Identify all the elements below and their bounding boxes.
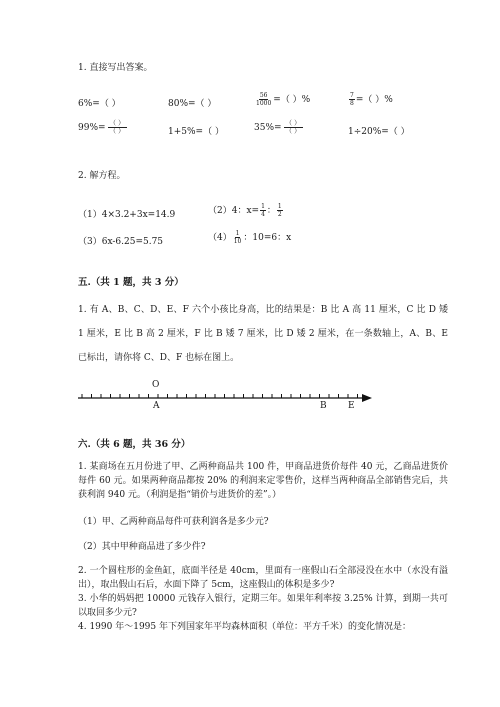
fraction: $\frac{1}{4}$ [261,203,265,218]
origin-label: O [152,380,160,390]
section6-question-1: 1. 某商场在五月份进了甲、乙两种商品共 100 件，甲商品进货价每件 40 元，乙商品进货价每件 60 元。如果两种商品都按 20% 的利润来定零售价，这样当两种商品全部销售完后，共获利润 940 元。（利润是指“销价与进货价的差”。） [78,462,448,500]
equation-3: （3）6x-6.25=5.75 [78,237,164,247]
equation-4: （4） $\frac{1}{10}$ ：10=6：x [208,230,292,245]
point-label-b: B [320,401,327,411]
question-item: 80%=（ ） [168,99,217,109]
fraction: $\frac{1}{2}$ [277,203,282,218]
section6-heading: 六.（共 6 题，共 36 分） [78,439,191,450]
question-item: 1÷20%=（ ） [348,127,410,137]
fraction: $\frac{1}{10}$ [233,230,242,245]
fraction: $\frac{7}{8}$ [350,92,354,107]
section2-heading: 2. 解方程。 [78,171,126,181]
question-item: $\frac{56}{1000}$ =（ ）% [256,92,311,107]
question-item: 6%=（ ） [78,99,121,109]
section6-question-2: 2. 一个圆柱形的金鱼缸，底面半径是 40cm，里面有一座假山石全部浸没在水中（水没有溢出），取出假山石后，水面下降了 5cm，这座假山的体积是多少? [78,566,448,590]
section6-question-3: 3. 小华的妈妈把 10000 元钱存入银行，定期三年。如果年利率按 3.25% 计算，到期一共可以取回多少元? [78,594,448,618]
arrow-icon [362,394,372,402]
number-line [70,380,380,416]
answer-fraction: $\frac{( )}{( )}$ [109,119,125,135]
equation-1: （1）4×3.2+3x=14.9 [78,210,176,220]
answer-fraction: $\frac{( )}{( )}$ [285,119,301,135]
equation-2: （2）4：x= $\frac{1}{4}$ ： $\frac{1}{2}$ [208,203,282,218]
point-label-a: A [153,401,160,411]
section1-heading: 1. 直接写出答案。 [78,63,153,73]
section5-heading: 五.（共 1 题，共 3 分） [78,277,184,288]
question-item: 1+5%=（ ） [168,127,224,137]
question-1-sub-2: （2）其中甲种商品进了多少件? [78,542,206,552]
tick-marks [82,394,358,398]
section5-question: 1. 有 A、B、C、D、E、F 六个小孩比身高，比的结果是：B 比 A 高 11 厘米，C 比 D 矮 1 厘米，E 比 B 高 2 厘米，F 比 B 矮 7 厘米，比 D 矮 2 厘米，在一条数轴上，A、B、E 已标出，请你将 C、D、F 也标在图上。 [78,305,448,363]
question-item: 99%= $\frac{( )}{( )}$ [78,119,125,135]
section6-question-4: 4. 1990 年～1995 年下列国家年平均森林面积（单位：平方千米）的变化情况是： [78,622,411,632]
question-item: $\frac{7}{8}$ =（ ）% [350,92,393,107]
point-label-e: E [348,401,355,411]
question-item: 35%= $\frac{( )}{( )}$ [254,119,301,135]
fraction: $\frac{56}{1000}$ [256,92,272,107]
question-1-sub-1: （1）甲、乙两种商品每件可获利润各是多少元? [78,517,269,527]
